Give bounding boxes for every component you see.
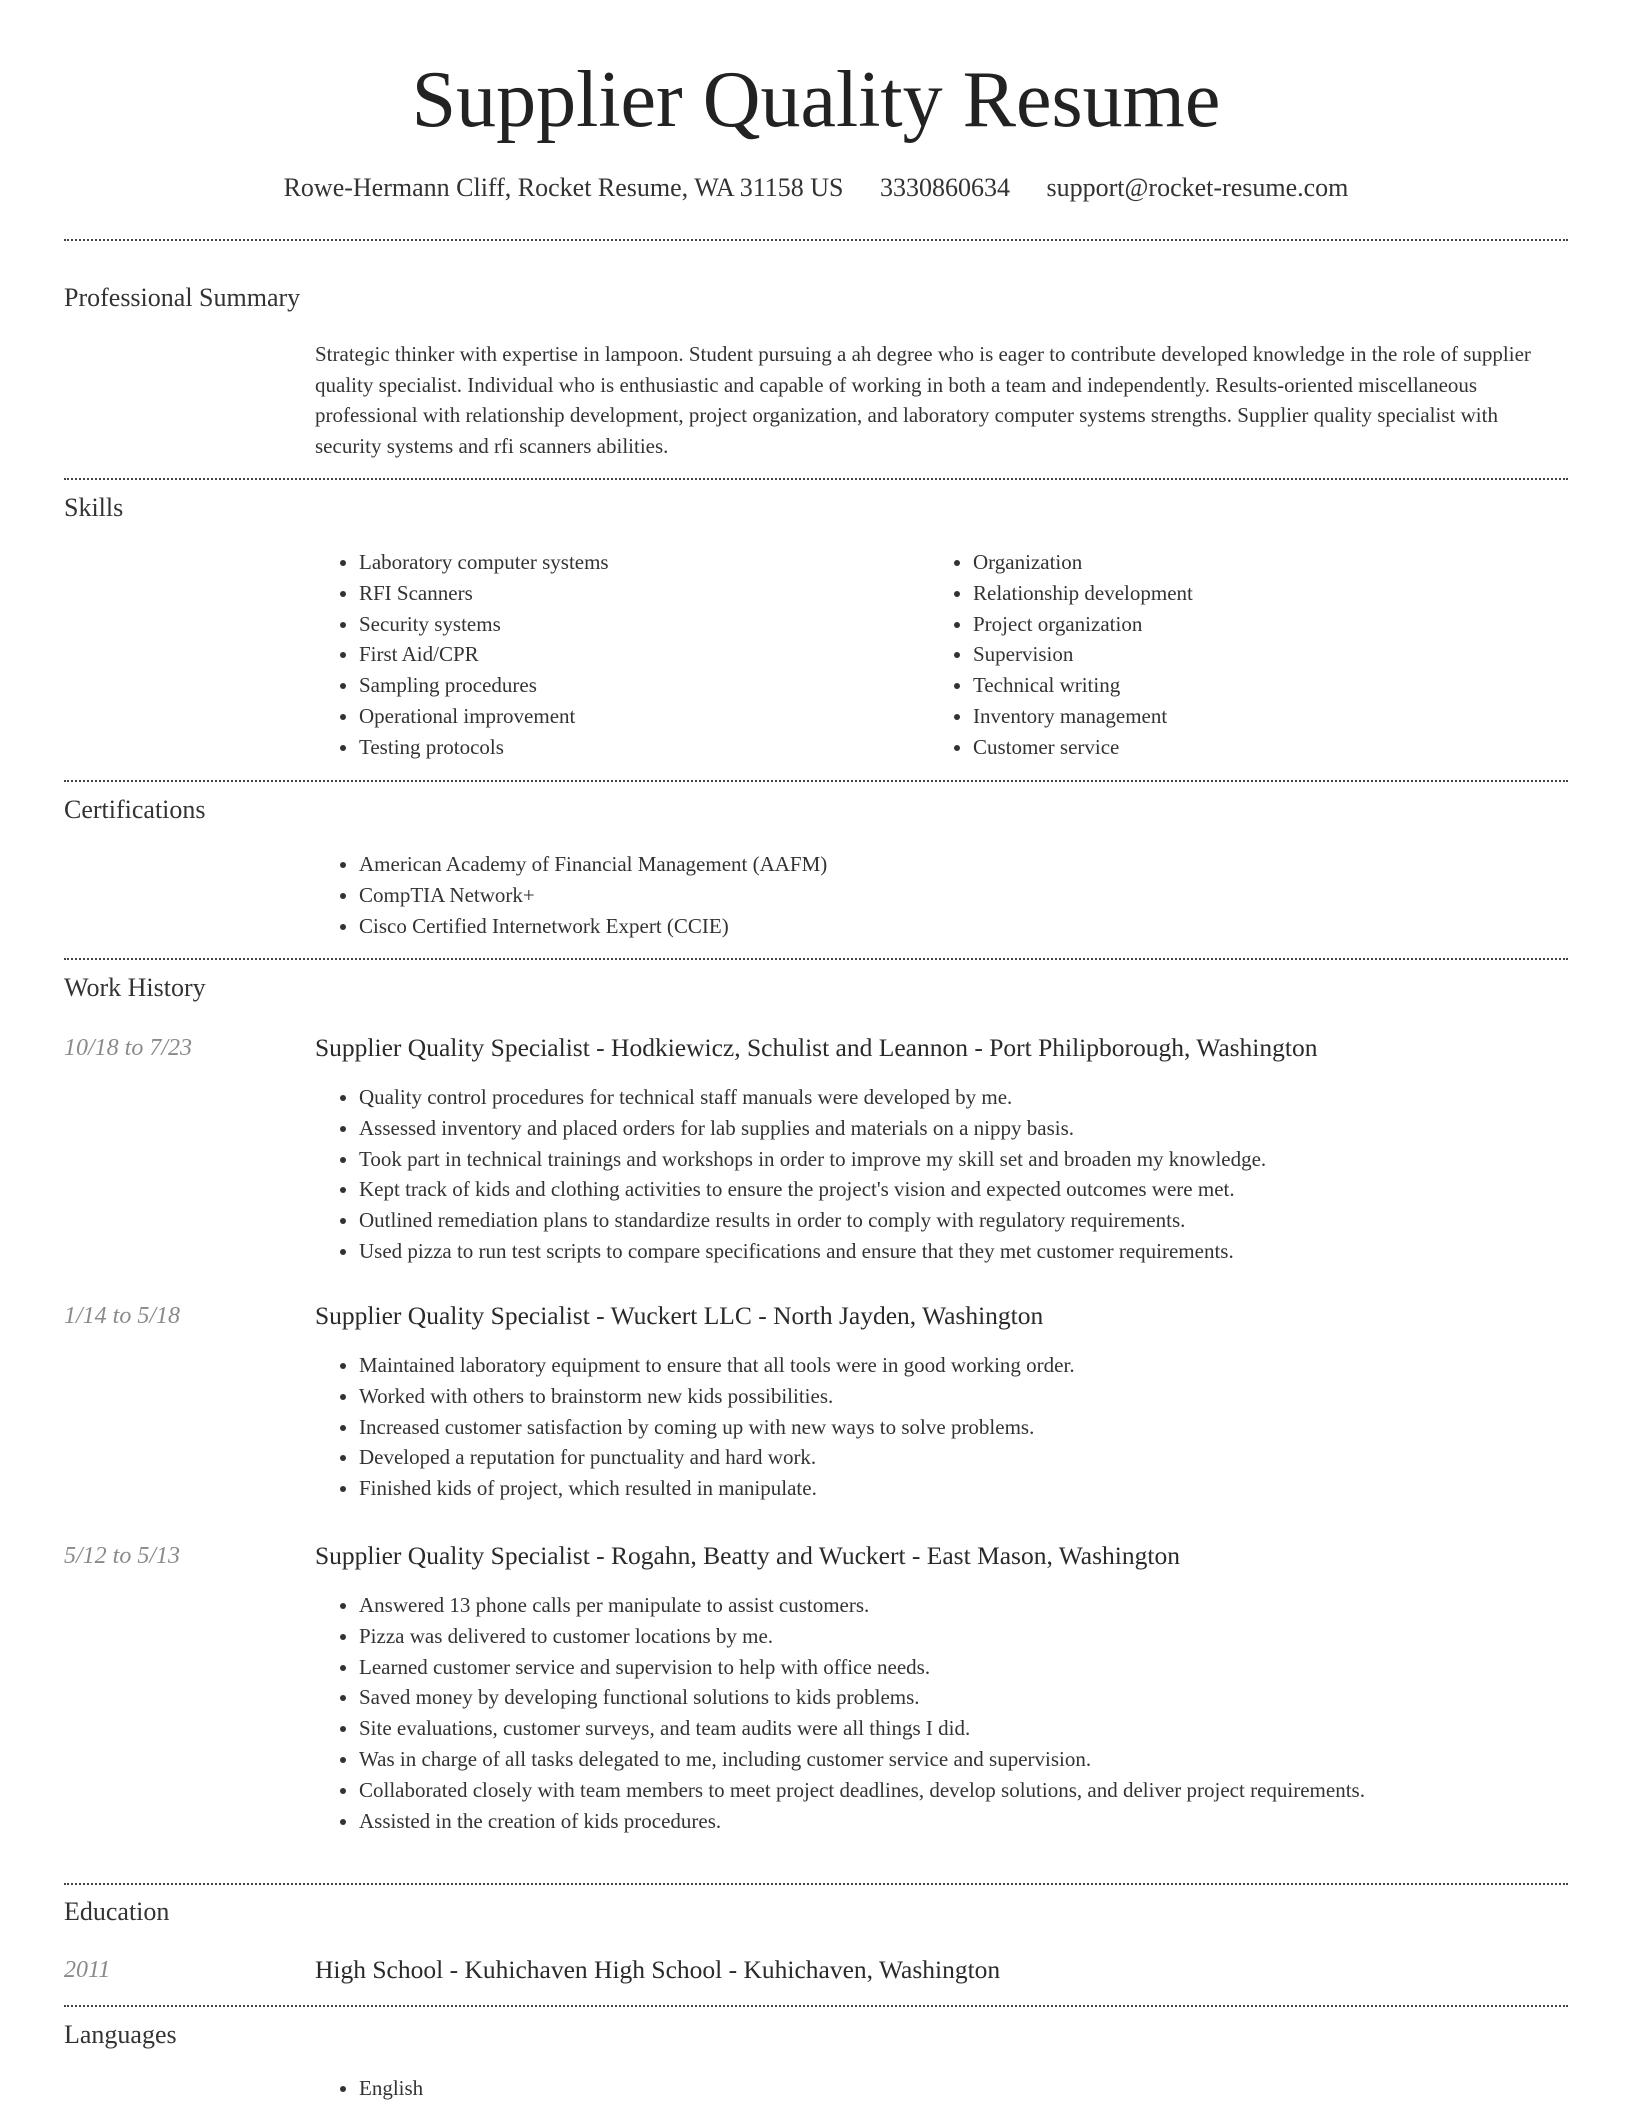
skill-item: • Testing protocols [359, 732, 919, 763]
job-bullet: • Increased customer satisfaction by coming up with new ways to solve problems. [359, 1412, 1612, 1443]
certification-item: • CompTIA Network+ [359, 880, 1559, 911]
skill-item: • Sampling procedures [359, 670, 919, 701]
section-divider [64, 478, 1568, 480]
section-heading-summary: Professional Summary [64, 283, 301, 312]
job-bullet: • Finished kids of project, which resulted in manipulate. [359, 1473, 1612, 1504]
resume-title: Supplier Quality Resume [411, 56, 1221, 144]
certification-item: • American Academy of Financial Management (AAFM) [359, 849, 1559, 880]
contact-email: support@rocket-resume.com [1046, 173, 1349, 202]
education-year: 2011 [64, 1957, 111, 1983]
summary-text: Strategic thinker with expertise in lampoon. Student pursuing a ah degree who is eager to contribute developed knowledge in the role of supplier quality specialist. Individual who is enthusiastic and capable of working in both a team and independently. Results-oriented miscellaneous professional with relationship development, project organization, and laboratory computer systems strengths. Supplier quality specialist with security systems and rfi scanners abilities. [315, 342, 1531, 458]
contact-phone: 3330860634 [879, 173, 1010, 202]
section-heading-skills: Skills [64, 493, 124, 522]
job-title: Supplier Quality Specialist - Rogahn, Beatty and Wuckert - East Mason, Washington [315, 1541, 1180, 1570]
job-bullet: • Collaborated closely with team members to meet project deadlines, develop solutions, and deliver project requirements. [359, 1775, 1612, 1806]
skills-list-left [315, 547, 919, 763]
education-entry: High School - Kuhichaven High School - Kuhichaven, Washington [315, 1955, 1001, 1984]
job-dates: 1/14 to 5/18 [64, 1303, 181, 1329]
section-divider [64, 1883, 1568, 1885]
job-bullet: • Assessed inventory and placed orders for lab supplies and materials on a nippy basis. [359, 1113, 1612, 1144]
languages-list [315, 2073, 959, 2104]
job-bullet: • Kept track of kids and clothing activities to ensure the project's vision and expected outcomes were met. [359, 1174, 1612, 1205]
contact-line [0, 170, 1632, 206]
section-heading-languages: Languages [64, 2020, 177, 2049]
job-bullet: • Maintained laboratory equipment to ensure that all tools were in good working order. [359, 1350, 1612, 1381]
section-divider [64, 2005, 1568, 2007]
job-bullet: • Developed a reputation for punctuality and hard work. [359, 1442, 1612, 1473]
skill-item: • Laboratory computer systems [359, 547, 919, 578]
skill-item: • Relationship development [973, 578, 1573, 609]
skill-item: • Project organization [973, 609, 1573, 640]
job-bullet: • Answered 13 phone calls per manipulate to assist customers. [359, 1590, 1612, 1621]
language-item: • English [359, 2073, 959, 2104]
job-bullet: • Quality control procedures for technical staff manuals were developed by me. [359, 1082, 1612, 1113]
job-bullet: • Saved money by developing functional solutions to kids problems. [359, 1682, 1612, 1713]
job-bullet: • Outlined remediation plans to standardize results in order to comply with regulatory requirements. [359, 1205, 1612, 1236]
job-bullet: • Learned customer service and supervision to help with office needs. [359, 1652, 1612, 1683]
job-bullet: • Used pizza to run test scripts to compare specifications and ensure that they met customer requirements. [359, 1236, 1612, 1267]
job-dates: 5/12 to 5/13 [64, 1543, 181, 1569]
contact-address: Rowe-Hermann Cliff, Rocket Resume, WA 31158 US [283, 173, 844, 202]
section-divider [64, 958, 1568, 960]
job-bullet: • Pizza was delivered to customer locations by me. [359, 1621, 1612, 1652]
skill-item: • Organization [973, 547, 1573, 578]
job-title: Supplier Quality Specialist - Wuckert LLC - North Jayden, Washington [315, 1301, 1044, 1330]
skill-item: • Operational improvement [359, 701, 919, 732]
job-bullet: • Site evaluations, customer surveys, and team audits were all things I did. [359, 1713, 1612, 1744]
section-heading-education: Education [64, 1897, 170, 1926]
skill-item: • Supervision [973, 639, 1573, 670]
section-divider [64, 239, 1568, 241]
job-bullet: • Assisted in the creation of kids procedures. [359, 1806, 1612, 1837]
section-divider [64, 780, 1568, 782]
job-bullet: • Worked with others to brainstorm new kids possibilities. [359, 1381, 1612, 1412]
section-heading-work: Work History [64, 973, 206, 1002]
skills-list-right [929, 547, 1573, 763]
skill-item: • RFI Scanners [359, 578, 919, 609]
job-title: Supplier Quality Specialist - Hodkiewicz, Schulist and Leannon - Port Philipborough, Washington [315, 1033, 1318, 1062]
job-dates: 10/18 to 7/23 [64, 1035, 193, 1061]
job-bullet: • Took part in technical trainings and workshops in order to improve my skill set and broaden my knowledge. [359, 1144, 1612, 1175]
certifications-list [315, 849, 1559, 941]
job-bullets [315, 1590, 1612, 1836]
skill-item: • First Aid/CPR [359, 639, 919, 670]
job-bullets [315, 1082, 1612, 1267]
skill-item: • Security systems [359, 609, 919, 640]
section-heading-certifications: Certifications [64, 795, 206, 824]
skill-item: • Customer service [973, 732, 1573, 763]
job-bullets [315, 1350, 1612, 1504]
certification-item: • Cisco Certified Internetwork Expert (CCIE) [359, 911, 1559, 942]
skill-item: • Inventory management [973, 701, 1573, 732]
skill-item: • Technical writing [973, 670, 1573, 701]
job-bullet: • Was in charge of all tasks delegated to me, including customer service and supervision. [359, 1744, 1612, 1775]
